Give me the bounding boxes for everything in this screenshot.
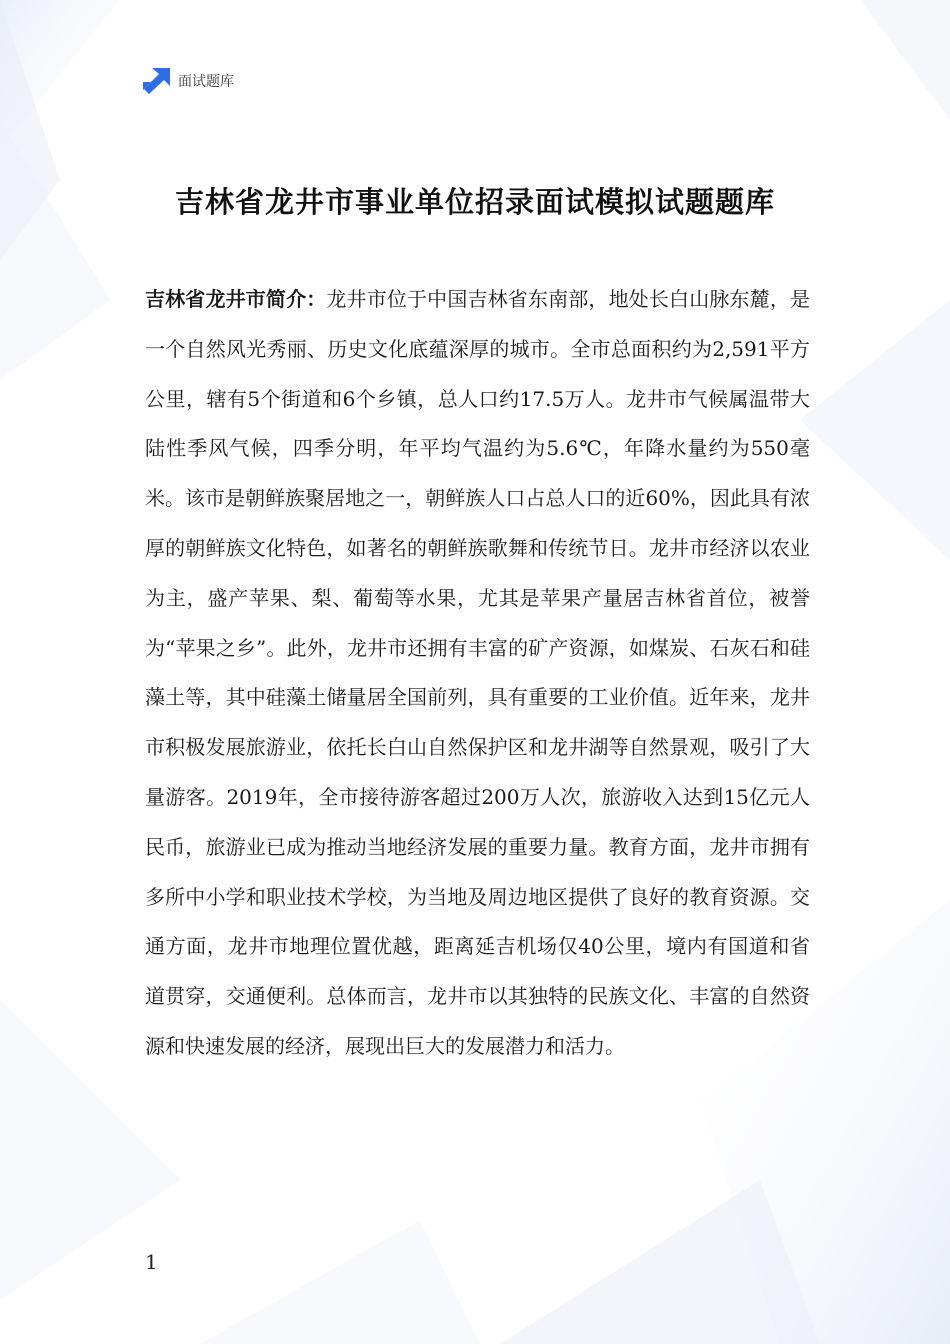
brand-name: 面试题库 xyxy=(178,74,234,90)
header xyxy=(143,68,234,94)
arrow-up-right-icon xyxy=(143,68,170,94)
page-title: 吉林省龙井市事业单位招录面试模拟试题题库 xyxy=(174,185,775,219)
intro-paragraph xyxy=(145,275,810,1072)
intro-lead: 吉林省龙井市简介： xyxy=(145,287,327,311)
intro-text: 龙井市位于中国吉林省东南部，地处长白山脉东麓，是一个自然风光秀丽、历史文化底蕴深厚的城市。全市总面积约为2,591平方公里，辖有5个街道和6个乡镇，总人口约17.5万人。龙井市气候属温带大陆性季风气候，四季分明，年平均气温约为5.6℃，年降水量约为550毫米。该市是朝鲜族聚居地之一，朝鲜族人口占总人口的近60%，因此具有浓厚的朝鲜族文化特色，如著名的朝鲜族歌舞和传统节日。龙井市经济以农业为主，盛产苹果、梨、葡萄等水果，尤其是苹果产量居吉林省首位，被誉为“苹果之乡”。此外，龙井市还拥有丰富的矿产资源，如煤炭、石灰石和硅藻土等，其中硅藻土储量居全国前列，具有重要的工业价值。近年来，龙井市积极发展旅游业，依托长白山自然保护区和龙井湖等自然景观，吸引了大量游客。2019年，全市接待游客超过200万人次，旅游收入达到15亿元人民币，旅游业已成为推动当地经济发展的重要力量。教育方面，龙井市拥有多所中小学和职业技术学校，为当地及周边地区提供了良好的教育资源。交通方面，龙井市地理位置优越，距离延吉机场仅40公里，境内有国道和省道贯穿，交通便利。总体而言，龙井市以其独特的民族文化、丰富的自然资源和快速发展的经济，展现出巨大的发展潜力和活力。 xyxy=(145,287,810,1058)
page-number: 1 xyxy=(145,1250,158,1274)
